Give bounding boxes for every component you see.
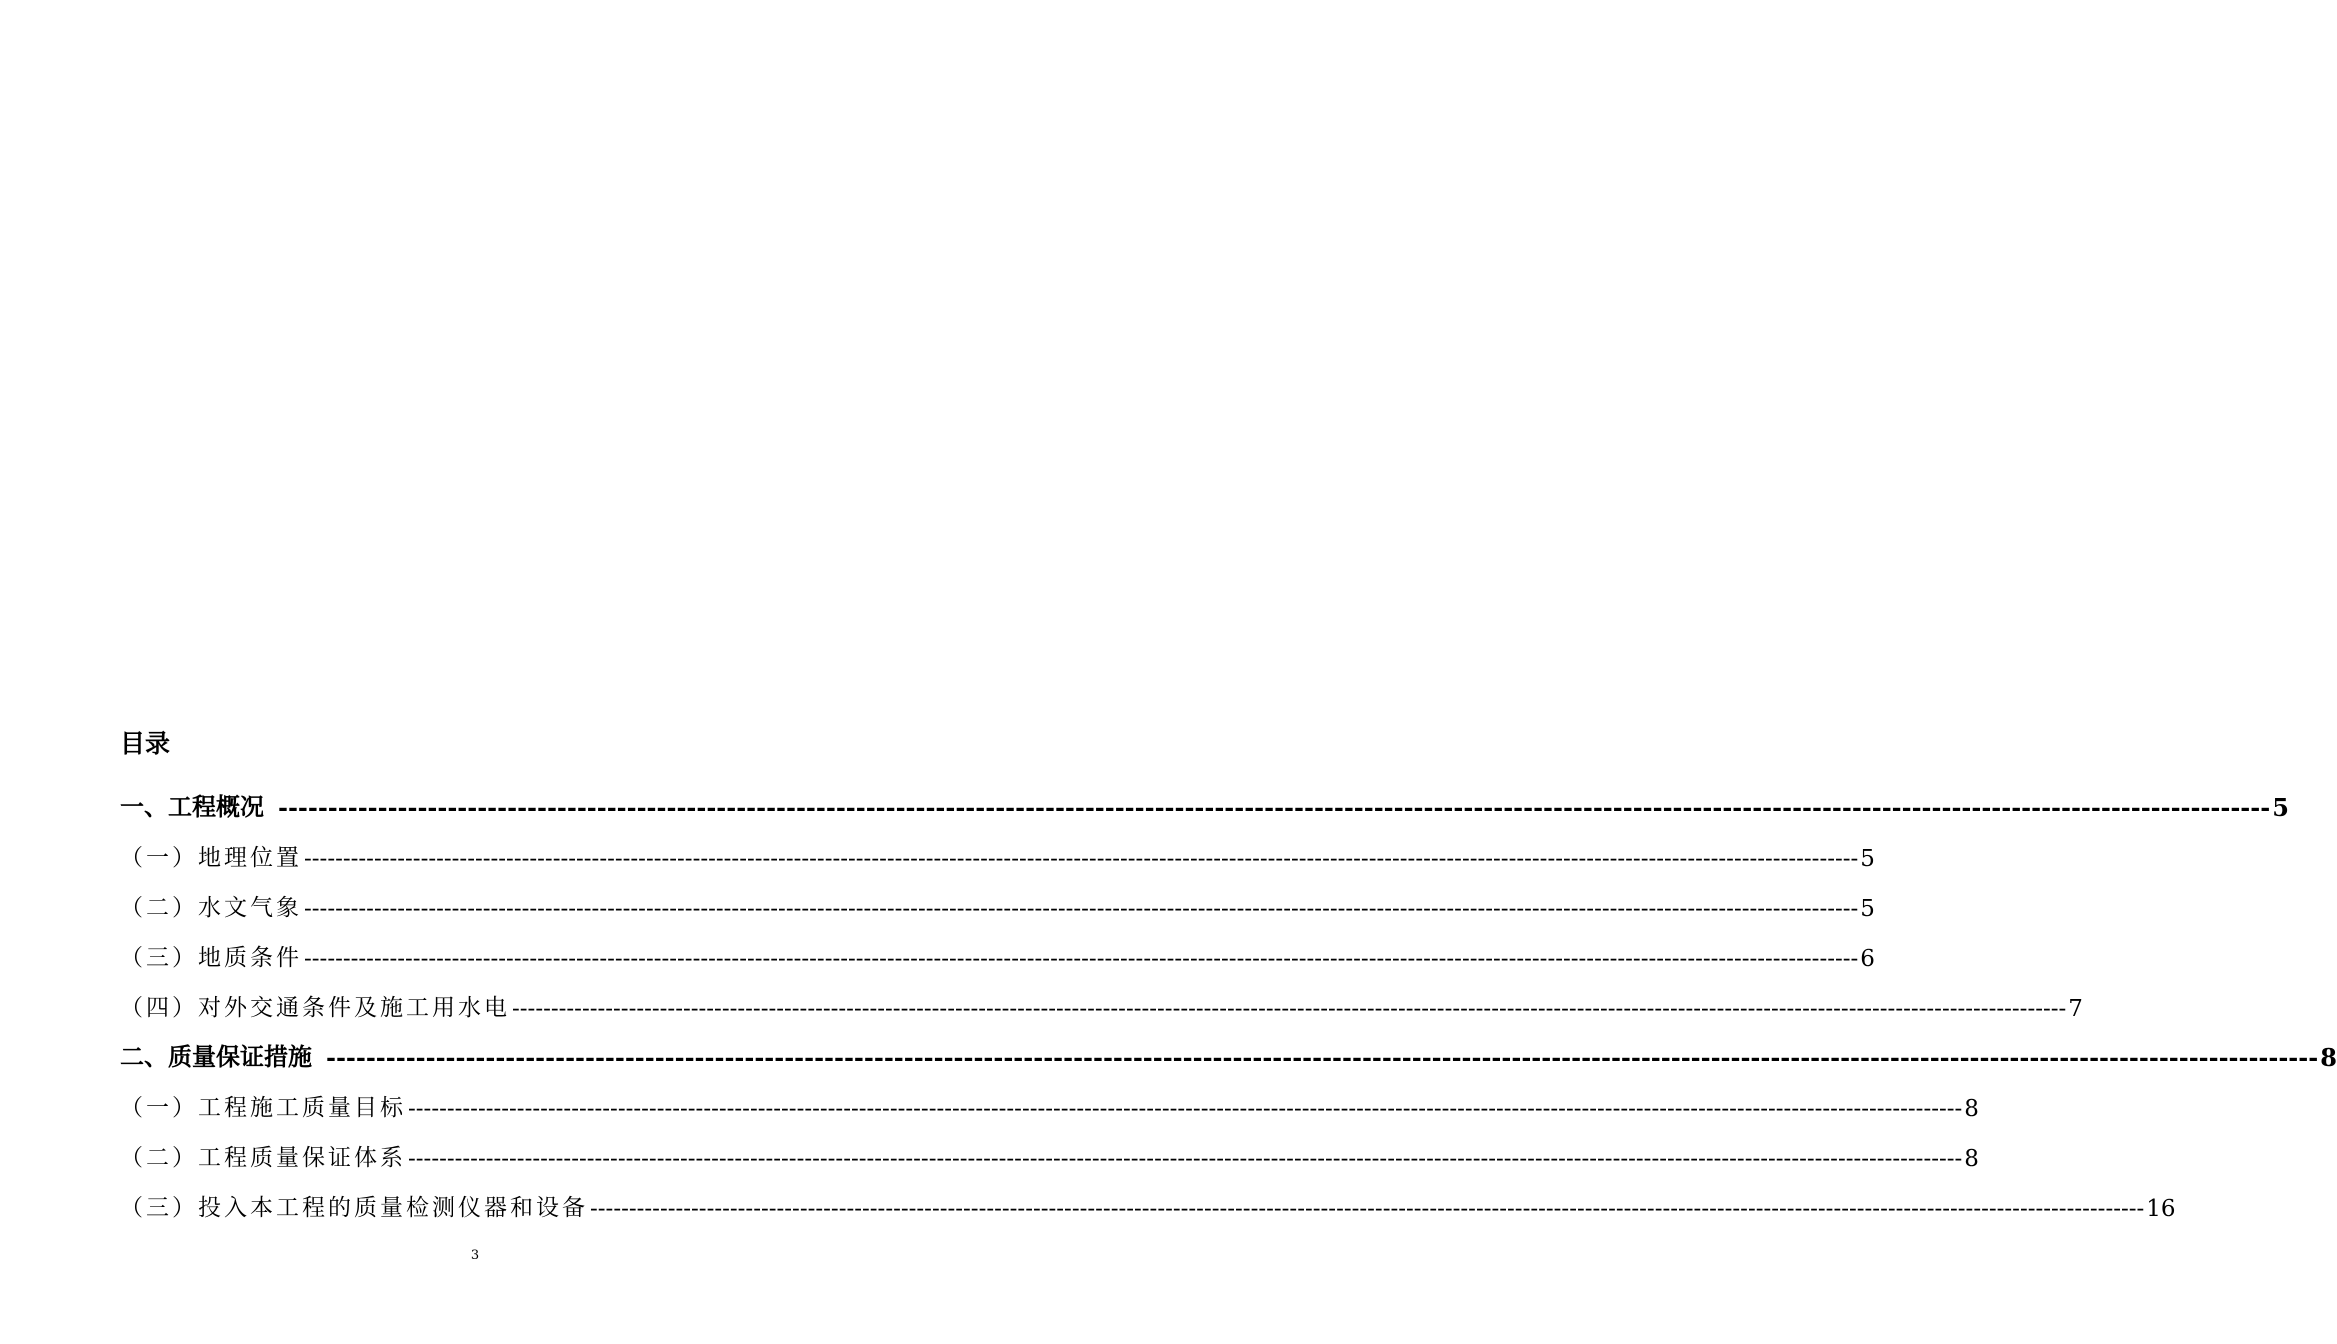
- toc-leader: --------------------------------------------------------------------------------------------------------------------------------------------------------------------------------------------------------: [326, 1043, 2319, 1072]
- toc-entry-label: （三）投入本工程的质量检测仪器和设备: [120, 1195, 588, 1221]
- toc-entry-page: 8: [1964, 1096, 1979, 1122]
- toc-entry-label: （三）地质条件: [120, 945, 302, 971]
- toc-entry[interactable]: [120, 1022, 2337, 1072]
- toc-leader: --------------------------------------------------------------------------------------------------------------------------------------------------------------------------------------------------------: [408, 1146, 1963, 1172]
- toc-leader: --------------------------------------------------------------------------------------------------------------------------------------------------------------------------------------------------------: [278, 793, 2271, 822]
- toc-entry[interactable]: [120, 1122, 1979, 1172]
- toc-entry-page: 8: [1964, 1146, 1979, 1172]
- toc-entry[interactable]: [120, 1172, 2176, 1222]
- toc-entry-page: 5: [1860, 896, 1875, 922]
- toc-entry-label: （二）工程质量保证体系: [120, 1145, 406, 1171]
- toc-entry-page: 8: [2320, 1043, 2337, 1072]
- toc-entry[interactable]: [120, 822, 1875, 872]
- toc-leader: --------------------------------------------------------------------------------------------------------------------------------------------------------------------------------------------------------: [408, 1096, 1963, 1122]
- toc-entry-page: 5: [1860, 846, 1875, 872]
- toc-entry-page: 5: [2272, 793, 2289, 822]
- toc-entry-label: （四）对外交通条件及施工用水电: [120, 995, 510, 1021]
- toc-leader: --------------------------------------------------------------------------------------------------------------------------------------------------------------------------------------------------------: [590, 1196, 2145, 1222]
- toc-entry-label: 二、质量保证措施: [120, 1042, 312, 1071]
- toc-title: 目录: [120, 729, 171, 758]
- toc-entry[interactable]: [120, 872, 1875, 922]
- toc-leader: --------------------------------------------------------------------------------------------------------------------------------------------------------------------------------------------------------: [304, 896, 1859, 922]
- toc-entry[interactable]: [120, 922, 1875, 972]
- page-number: 3: [470, 1248, 480, 1263]
- toc-entry-page: 6: [1860, 946, 1875, 972]
- toc-entry[interactable]: [120, 772, 2289, 822]
- toc-leader: --------------------------------------------------------------------------------------------------------------------------------------------------------------------------------------------------------: [304, 846, 1859, 872]
- toc-entry[interactable]: [120, 972, 2083, 1022]
- toc-entry-page: 7: [2068, 996, 2083, 1022]
- toc-entry[interactable]: [120, 1072, 1979, 1122]
- toc-entry-label: （一）地理位置: [120, 845, 302, 871]
- toc-leader: --------------------------------------------------------------------------------------------------------------------------------------------------------------------------------------------------------: [512, 996, 2067, 1022]
- toc-entry-label: （一）工程施工质量目标: [120, 1095, 406, 1121]
- toc-leader: --------------------------------------------------------------------------------------------------------------------------------------------------------------------------------------------------------: [304, 946, 1859, 972]
- table-of-contents: [120, 722, 2337, 1222]
- toc-entry-label: 一、工程概况: [120, 792, 264, 821]
- toc-entry-page: 16: [2146, 1196, 2176, 1222]
- toc-entry-label: （二）水文气象: [120, 895, 302, 921]
